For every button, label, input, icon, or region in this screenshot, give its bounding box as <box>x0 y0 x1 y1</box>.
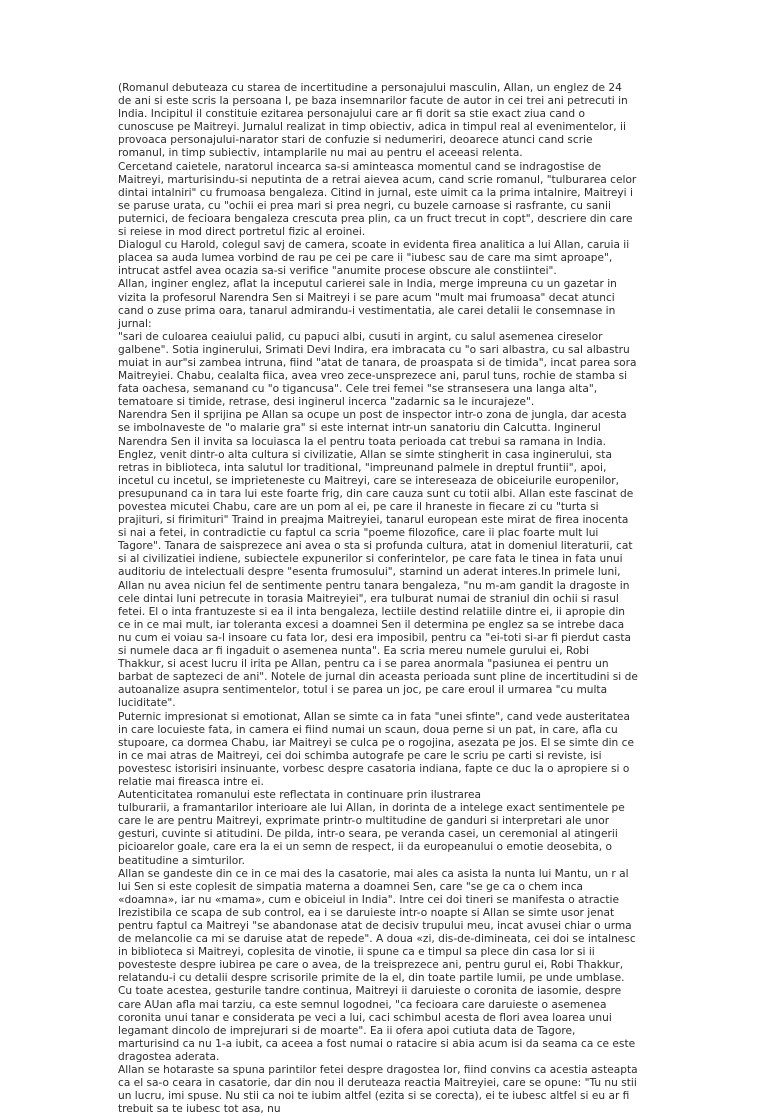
paragraph-notebooks: Cercetand caietele, naratorul incearca sa-si aminteasca momentul cand se indragostise de Maitreyi, marturisindu-si neputinta de a retrai aievea acum, cand scrie romanul, "tulburarea celor dintai intalniri" cu frumoasa bengaleza. Citind in jurnal, este uimit ca la prima intalnire, Maitreyi i se paruse urata, cu "ochii ei prea mari si prea negri, cu buzele carnoase si rasfrante, cu sanii puternici, de fecioara bengaleza crescuta prea plin, ca un fruct trecut in copt", descriere din care si reiese in mod direct portretul fizic al eroinei. <box>118 160 637 239</box>
paragraph-visit: Allan, inginer englez, aflat la inceputul carierei sale in India, merge impreuna cu un gazetar in vizita la profesorul Narendra Sen si Maitreyi i se pare acum "mult mai frumoasa" decat atunci cand o zuse prima oara, tanarul admirandu-i vestimentatia, ale carei detalii le consemnase in jurnal: <box>118 278 617 330</box>
paragraph-austerity: Puternic impresionat si emotionat, Allan se simte ca in fata "unei sfinte", cand vede austeritatea in care locuieste fata, in camera ei fiind numai un scaun, doua perne si un pat, in care, afla cu stupoare, ca dormea Chabu, iar Maitreyi se culca pe o rogojina, asezata pe jos. El se simte din ce in ce mai atras de Maitreyi, cei doi schimba autografe pe care le scriu pe carti si reviste, isi povestesc istorisiri insinuante, vorbesc despre casatoria indiana, fapte ce duc la o apropiere si o relatie mai fireasca intre ei. <box>118 710 634 788</box>
paragraph-description: "sari de culoarea ceaiului palid, cu papuci albi, cusuti in argint, cu salul asemenea cireselor galbene". Sotia inginerului, Srimati Devi Indira, era imbracata cu "o sari albastra, cu sal albastru muiat in aur"si zambea intruna, fiind "atat de tanara, de proaspata si de timida", incat parea sora Maitreyiei. Chabu, cealalta fiica, avea vreo zece-unsprezece ani, parul tuns, rochie de stamba si fata oachesa, semanand cu "o tigancusa". Cele trei femei "se stransesera una langa alta", tematoare si timide, retrase, desi inginerul incerca "zadarnic sa le incurajeze". <box>118 330 637 409</box>
document-page <box>118 82 638 1116</box>
paragraph-parents: Allan se hotaraste sa spuna parintilor fetei despre dragostea lor, fiind convins ca acestia asteapta ca el sa-o ceara in casatorie, dar din nou il deruteaza reactia Maitreyiei, care se opune: "Tu nu stii un lucru, imi spuse. Nu stii ca noi te iubim altfel (ezita si se corecta), ei te iubesc altfel si eu ar fi trebuit sa te iubesc tot asa, nu <box>118 1064 638 1116</box>
paragraph-authenticity: Autenticitatea romanului este reflectata in continuare prin ilustrarea <box>118 789 482 802</box>
paragraph-marriage: Allan se gandeste din ce in ce mai des la casatorie, mai ales ca asista la nunta lui Mantu, un r al lui Sen si este coplesit de simpatia materna a doamnei Sen, care "se ge ca o chem inca «doamna», iar nu «mama», cum e obiceiul in India". Intre cei doi tineri se manifesta o atractie Irezistibila ce scapa de sub control, ea i se daruieste intr-o noapte si Allan se simte usor jenat pentru faptul ca Maitreyi "se abandonase atat de decisiv trupului meu, incat avusei chiar o urma de melancolie ca mi se daruise atat de repede". A doua «zi, dis-de-dimineata, cei doi se intalnesc in biblioteca si Maitreyi, coplesita de vinotie, ii spune ca e timpul sa plece din casa lor si ii povesteste despre iubirea pe care o avea, de la treisprezece ani, pentru gurul ei, Robi Thakkur, relatandu-i cu detalii despre scrisorile primite de la el, din toate partile lumii, pe unde umblase. Cu toate acestea, gesturile tandre continua, Maitreyi ii daruieste o coronita de iasomie, despre care AUan afla mai tarziu, ca este semnul logodnei, "ca fecioara care daruieste o asemenea coronita unui tanar e considerata pe veci a lui, caci schimbul acesta de flori avea loarea unui legamant dincolo de imprejurari si de moarte". Ea ii ofera apoi cutiuta data de Tagore, marturisind ca nu 1-a iubit, ca aceea a fost numai o ratacire si abia acum isi da seama ca ce este dragostea aderata. <box>118 867 636 1063</box>
paragraph-harold-dialogue: Dialogul cu Harold, colegul savj de camera, scoate in evidenta firea analitica a lui Allan, caruia ii placea sa auda lumea vorbind de rau pe cei pe care ii "iubesc sau de care ma simt aproape", intrucat astfel avea ocazia sa-si verifice "anumite procese obscure ale constiintei". <box>118 239 630 278</box>
paragraph-turmoil: tulburarii, a framantarilor interioare ale lui Allan, in dorinta de a intelege exact sentimentele pe care le are pentru Maitreyi, exprimate printr-o multitudine de ganduri si interpretari ale unor gesturi, cuvinte si atitudini. De pilda, intr-o seara, pe veranda casei, un ceremonial al atingerii picioarelor goale, care era la ei un semn de respect, ii da europeanului o emotie deosebita, o beatitudine a simturilor. <box>118 802 625 867</box>
paragraph-malaria: Narendra Sen il sprijina pe Allan sa ocupe un post de inspector intr-o zona de jungla, dar acesta se imbolnaveste de "o malarie gra" si este internat intr-un sanatoriu din Calcutta. Inginerul Narendra Sen il invita sa locuiasca la el pentru toata perioada cat trebui sa ramana in India. <box>118 409 627 448</box>
paragraph-culture: Englez, venit dintr-o alta cultura si civilizatie, Allan se simte stingherit in casa inginerului, sta retras in biblioteca, inta salutul lor traditional, "impreunand palmele in dreptul fruntii", apoi, incetul cu incetul, se imprieteneste cu Maitreyi, care se intereseaza de obiceiurile europenilor, presupunand ca in tara lui este foarte frig, din care cauza sunt cu totii albi. Allan este fascinat de povestea micutei Chabu, care are un pom al ei, pe care il hraneste in fiecare zi cu "turta si prajituri, si firimituri" Traind in preajma Maitreyiei, tanarul european este mirat de firea inocenta si nai a fetei, in contradictie cu faptul ca scria "poeme filozofice, care ii plac foarte mult lui Tagore". Tanara de saisprezece ani avea o sta si profunda cultura, atat in domeniul literaturii, cat si al civilizatiei indiene, subiectele expunerilor si conferintelor, pe care fata le tinea in fata unui auditoriu de intelectuali despre "esenta frumosului", starnind un aderat interes.In primele luni, Allan nu avea niciun fel de sentimente pentru tanara bengaleza, "nu m-am gandit la dragoste in cele dintai luni petrecute in torasia Maitreyiei", era tulburat numai de straniul din ochii si rasul fetei. El o inta frantuzeste si ea il inta bengaleza, lectiile destind relatiile dintre ei, ii apropie din ce in ce mai mult, iar toleranta excesi a doamnei Sen il determina pe englez sa se intrebe daca nu cum ei voiau sa-l insoare cu fata lor, desi era imposibil, pentru ca "ei-toti si-ar fi pierdut casta si numele daca ar fi ingaduit o asemenea nunta". Ea scria mereu numele gurului ei, Robi Thakkur, si acest lucru il irita pe Allan, pentru ca i se parea anormala "pasiunea ei pentru un barbat de saptezeci de ani". Notele de jurnal din aceasta perioada sunt pline de incertitudini si de autoanalize asupra sentimentelor, totul i se parea un joc, pe care eroul il urmarea "cu multa luciditate". <box>118 448 638 710</box>
paragraph-intro: (Romanul debuteaza cu starea de incertitudine a personajului masculin, Allan, un englez de 24 de ani si este scris la persoana I, pe baza insemnarilor facute de autor in cei trei ani petrecuti in India. Incipitul il constituie ezitarea personajului care ar fi dorit sa stie exact ziua cand o cunoscuse pe Maitreyi. Jurnalul realizat in timp obiectiv, adica in timpul real al evenimentelor, ii provoaca personajului-narator stari de confuzie si nedumeriri, deoarece atunci cand scrie romanul, in timp subiectiv, intamplarile nu mai au pentru el aceeasi relenta. <box>118 82 628 160</box>
